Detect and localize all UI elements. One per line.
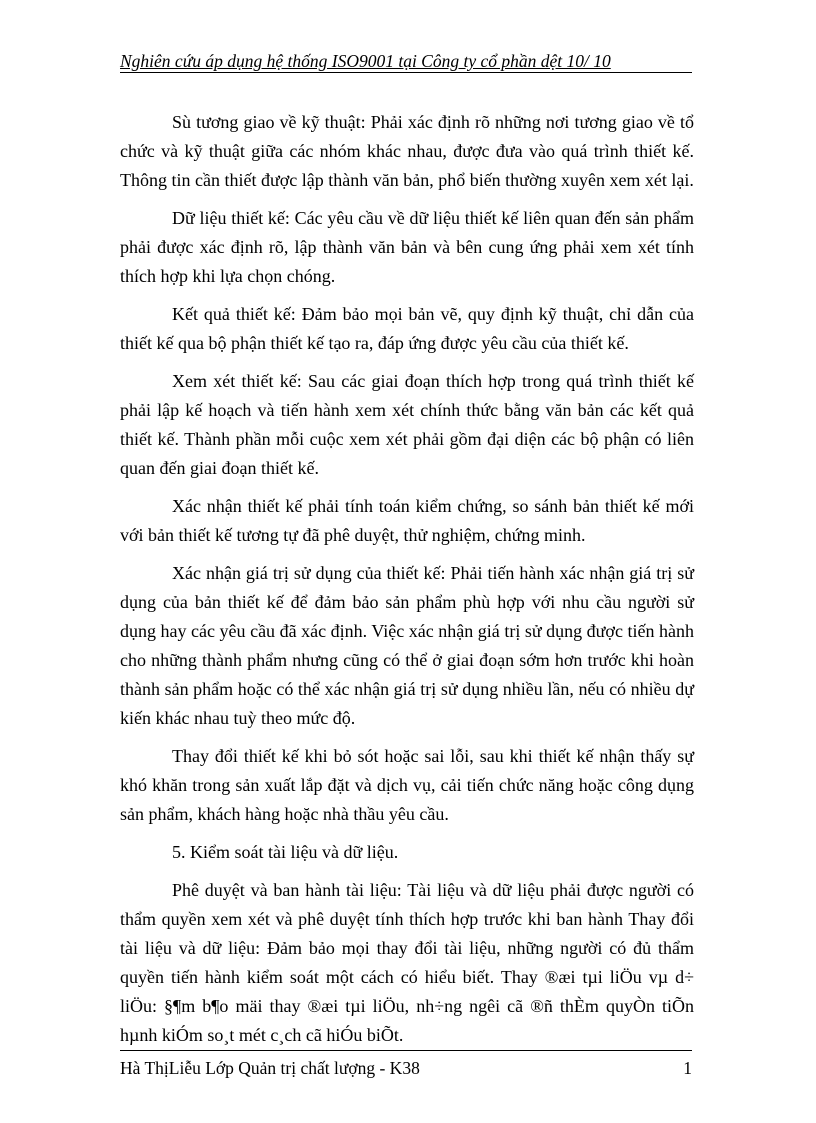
paragraph-design-verification: Xác nhận thiết kế phải tính toán kiểm chứng, so sánh bản thiết kế mới với bản thiết kế tương tự đã phê duyệt, thử nghiệm, chứng minh. (120, 496, 694, 545)
paragraph-design-changes: Thay đổi thiết kế khi bỏ sót hoặc sai lỗi, sau khi thiết kế nhận thấy sự khó khăn trong sản xuất lắp đặt và dịch vụ, cải tiến chức năng hoặc công dụng sản phẩm, khách hàng hoặc nhà thầu yêu cầu. (120, 746, 694, 824)
page-header (120, 50, 692, 73)
paragraph-document-approval: Phê duyệt và ban hành tài liệu: Tài liệu và dữ liệu phải được người có thẩm quyền xem xét và phê duyệt tính thích hợp trước khi ban hành Thay đổi tài liệu và dữ liệu: Đảm bảo mọi thay đổi tài liệu, những người có đủ thẩm quyền tiến hành kiểm soát một cách có hiểu biết. Thay ®æi tµi liÖu vµ d÷ liÖu: §¶m b¶o mäi thay ®æi tµi liÖu, nh÷ng ngêi cã ®ñ thÈm quyÒn tiÕn hµnh kiÓm so¸t mét c¸ch cã hiÓu biÕt. (120, 880, 694, 1045)
paragraph-design-output: Kết quả thiết kế: Đảm bảo mọi bản vẽ, quy định kỹ thuật, chỉ dẫn của thiết kế qua bộ phận thiết kế tạo ra, đáp ứng được yêu cầu của thiết kế. (120, 304, 694, 353)
footer-author: Hà ThịLiễu Lớp Quản trị chất lượng - K38 (120, 1058, 420, 1078)
paragraph-design-review: Xem xét thiết kế: Sau các giai đoạn thích hợp trong quá trình thiết kế phải lập kế hoạch và tiến hành xem xét chính thức bằng văn bản các kết quả thiết kế. Thành phần mỗi cuộc xem xét phải gồm đại diện các bộ phận có liên quan đến giai đoạn thiết kế. (120, 371, 694, 478)
document-body (120, 108, 694, 1050)
section-heading-document-control: 5. Kiểm soát tài liệu và dữ liệu. (172, 842, 399, 862)
paragraph-design-validation: Xác nhận giá trị sử dụng của thiết kế: Phải tiến hành xác nhận giá trị sử dụng của bản thiết kế để đảm bảo sản phẩm phù hợp với nhu cầu người sử dụng hay các yêu cầu đã xác định. Việc xác nhận giá trị sử dụng được tiến hành cho những thành phẩm nhưng cũng có thể ở giai đoạn sớm hơn trước khi hoàn thành sản phẩm hoặc có thể xác nhận giá trị sử dụng nhiều lần, nếu có nhiều dự kiến khác nhau tuỳ theo mức độ. (120, 563, 694, 728)
paragraph-design-input: Dữ liệu thiết kế: Các yêu cầu về dữ liệu thiết kế liên quan đến sản phẩm phải được xác định rõ, lập thành văn bản và bên cung ứng phải xem xét tính thích hợp khi lựa chọn chóng. (120, 208, 694, 286)
header-title: Nghiên cứu áp dụng hệ thống ISO9001 tại Công ty cổ phần dệt 10/ 10 (120, 51, 611, 71)
page-footer (120, 1050, 692, 1080)
page-number: 1 (683, 1058, 692, 1078)
paragraph-technical-interface: Sù tương giao về kỹ thuật: Phải xác định rõ những nơi tương giao về tổ chức và kỹ thuật giữa các nhóm khác nhau, được đưa vào quá trình thiết kế. Thông tin cần thiết được lập thành văn bản, phổ biến thường xuyên xem xét lại. (120, 112, 694, 190)
